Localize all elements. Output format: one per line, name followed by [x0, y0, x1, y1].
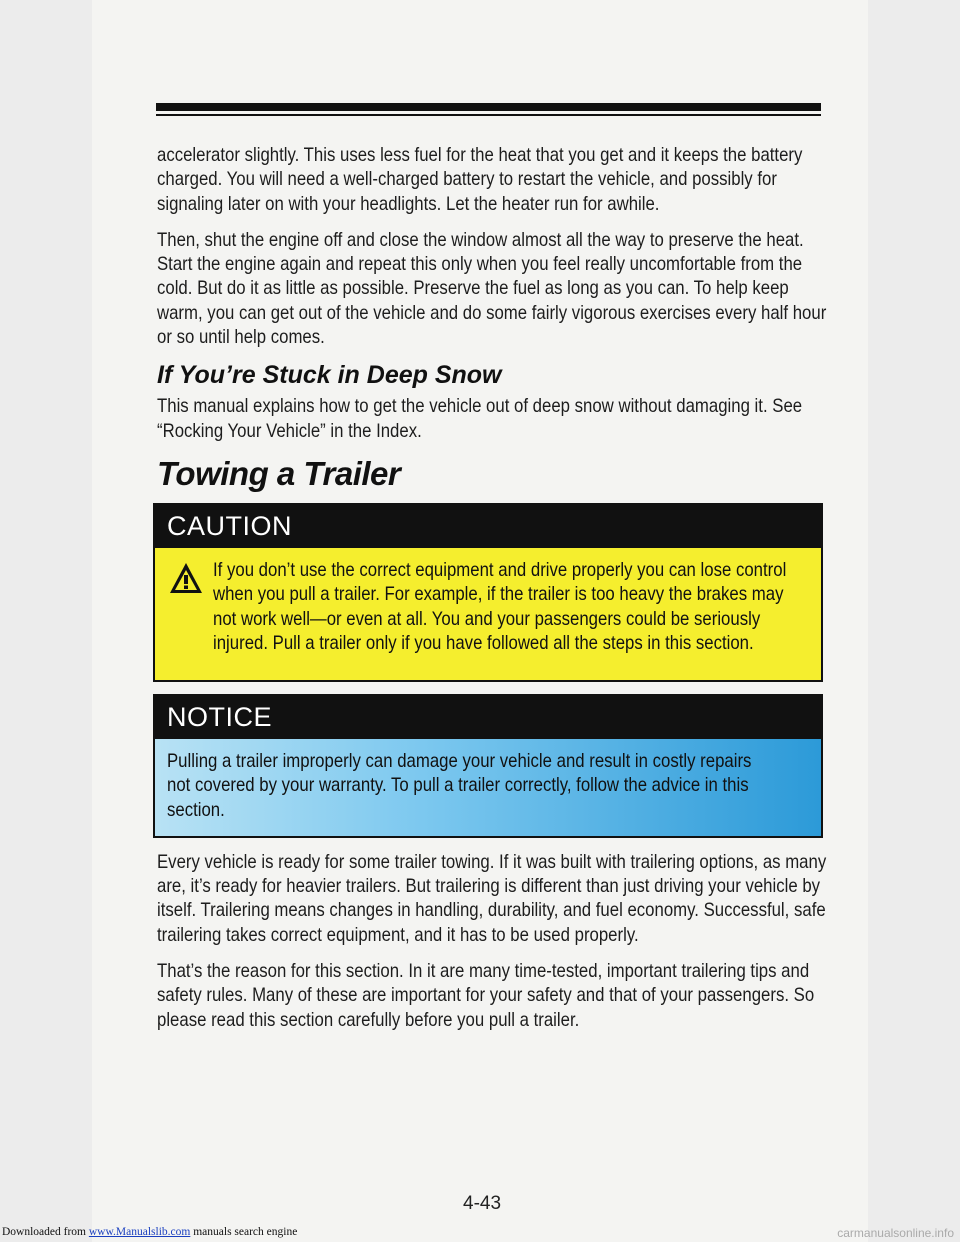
download-footer: [2, 1226, 297, 1238]
footer-suffix: manuals search engine: [193, 1226, 298, 1238]
header-rule-thin: [156, 114, 821, 116]
notice-label: NOTICE: [155, 696, 821, 739]
section-heading-towing: Towing a Trailer: [157, 454, 401, 492]
paragraph: Every vehicle is ready for some trailer towing. If it was built with trailering options, as many are, it’s ready for heavier trailers. But trailering is different than just driving your vehicle by itself. Trailering means changes in handling, durability, and fuel economy. Successful, safe trailering takes correct equipment, and it has to be used properly.: [157, 850, 827, 946]
page-content: [157, 143, 825, 1044]
page-number: 4-43: [463, 1193, 502, 1214]
notice-box: [153, 694, 823, 838]
caution-text: If you don’t use the correct equipment and drive properly you can lose control when you pull a trailer. For example, if the trailer is too heavy the brakes may not work well—or even at all. You and your passengers could be seriously injured. Pull a trailer only if you have followed all the steps in this section.: [213, 558, 787, 654]
watermark: carmanualsonline.info: [837, 1226, 954, 1240]
caution-label: CAUTION: [155, 505, 821, 548]
caution-box: [153, 503, 823, 682]
notice-body: [155, 739, 821, 836]
manualslib-link[interactable]: www.Manualslib.com: [88, 1226, 191, 1238]
footer-prefix: Downloaded from: [2, 1226, 86, 1238]
paragraph: This manual explains how to get the vehicle out of deep snow without damaging it. See “Rocking Your Vehicle” in the Index.: [157, 395, 803, 442]
paragraph: Then, shut the engine off and close the window almost all the way to preserve the heat. Start the engine again and repeat this only when you feel really uncomfortable from the cold. But do it as little as possible. Preserve the fuel as long as you can. To help keep warm, you can get out of the vehicle and do some fairly vigorous exercises every half hour or so until help comes.: [157, 228, 827, 349]
caution-body: [155, 548, 821, 680]
header-rule: [156, 103, 821, 111]
section-heading-deep-snow: If You’re Stuck in Deep Snow: [157, 361, 502, 390]
paragraph: That’s the reason for this section. In it are many time-tested, important trailering tips and safety rules. Many of these are important for your safety and that of your passengers. So please read this section carefully before you pull a trailer.: [157, 960, 815, 1031]
notice-text: Pulling a trailer improperly can damage your vehicle and result in costly repairs not covered by your warranty. To pull a trailer correctly, follow the advice in this section.: [167, 749, 752, 821]
warning-triangle-icon: [169, 562, 203, 594]
paragraph: accelerator slightly. This uses less fuel for the heat that you get and it keeps the battery charged. You will need a well-charged battery to restart the vehicle, and possibly for signaling later on with your headlights. Let the heater run for awhile.: [157, 144, 803, 215]
